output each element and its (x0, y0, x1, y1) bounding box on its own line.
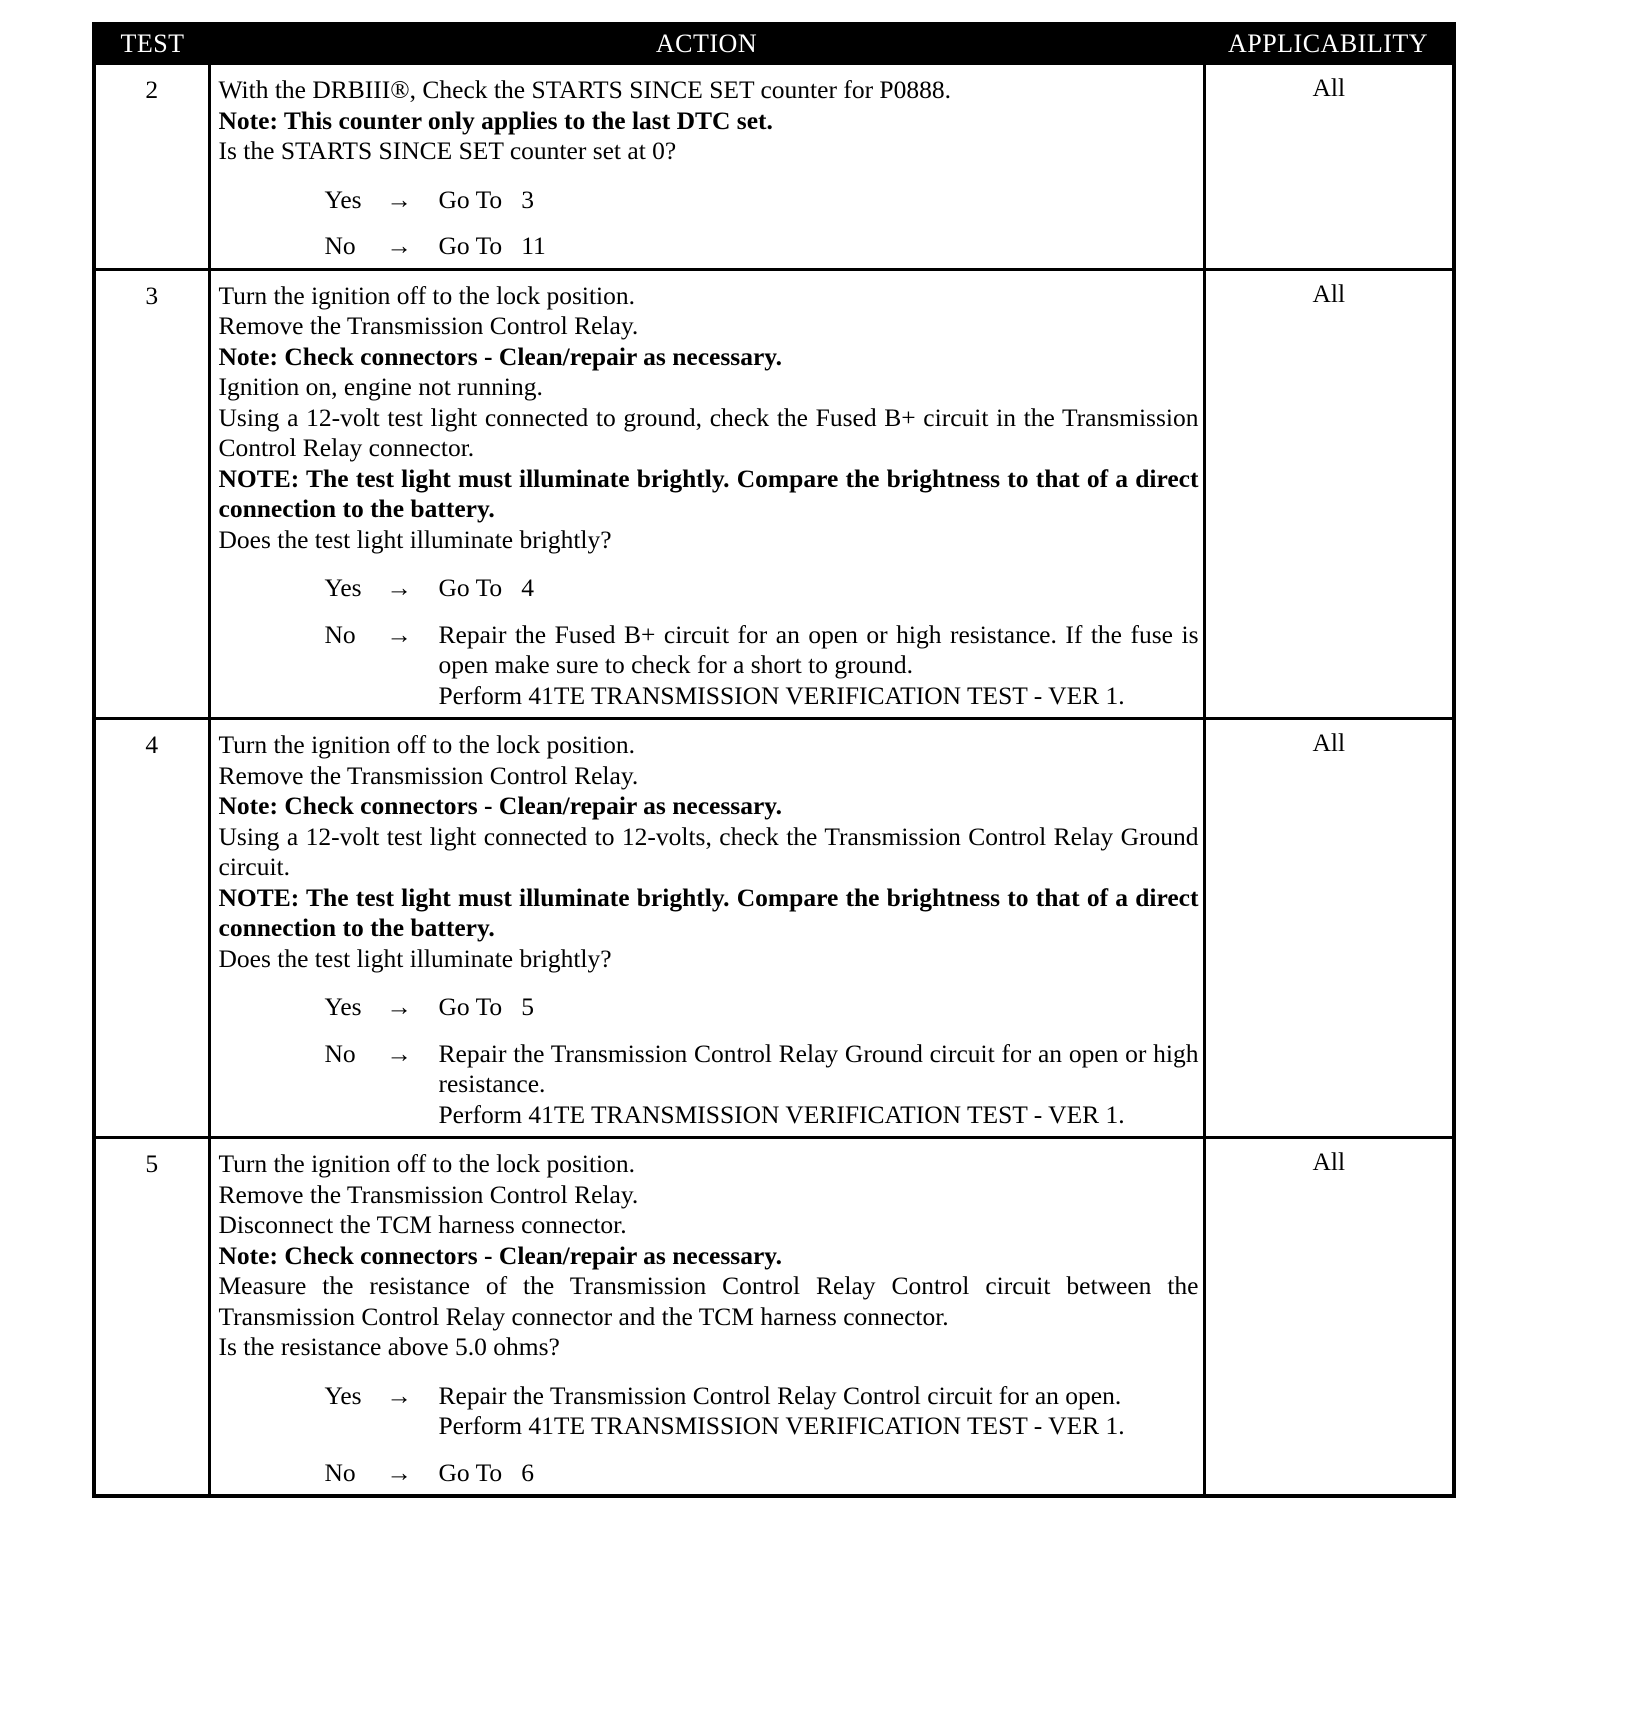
repair-instruction: Repair the Fused B+ circuit for an open or high resistance. If the fuse is open make sure to check for a short to ground. (438, 619, 1199, 679)
repair-instruction: Perform 41TE TRANSMISSION VERIFICATION TEST - VER 1. (438, 680, 1125, 710)
action-step: Remove the Transmission Control Relay. (218, 311, 639, 340)
test-number: 2 (94, 64, 209, 270)
goto-step: Go To 6 (438, 1457, 535, 1487)
action-step: Using a 12-volt test light connected to 12-volts, check the Transmission Control Relay Ground circuit. (218, 821, 1199, 881)
action-step: Remove the Transmission Control Relay. (218, 1179, 639, 1209)
applicability-cell: All (1204, 719, 1454, 1138)
header-row (94, 24, 1454, 64)
branch-yes (219, 992, 1199, 1023)
arrow-right-icon: → (386, 1380, 412, 1410)
applicability-cell: All (1204, 1138, 1454, 1497)
branch-result (439, 1381, 1199, 1442)
branch-no (219, 231, 1199, 262)
action-step: Using a 12-volt test light connected to ground, check the Fused B+ circuit in the Transmission Control Relay connector. (218, 402, 1199, 462)
action-note: Note: This counter only applies to the last DTC set. (218, 105, 773, 135)
arrow-right-icon: → (386, 619, 412, 649)
branch-no (219, 1458, 1199, 1489)
repair-instruction: Perform 41TE TRANSMISSION VERIFICATION TEST - VER 1. (438, 1099, 1125, 1129)
branch-yes (219, 185, 1199, 216)
branch-result (439, 1458, 1199, 1489)
branch-answer: No (324, 1038, 356, 1068)
action-note: NOTE: The test light must illuminate brightly. Compare the brightness to that of a direct connection to the battery. (218, 463, 1199, 523)
branch-answer: No (324, 231, 356, 260)
goto-step: Go To 3 (438, 184, 535, 214)
goto-step: Go To 5 (438, 992, 535, 1021)
goto-step: Go To 4 (438, 573, 535, 602)
test-number: 4 (94, 719, 209, 1138)
branch-answer: Yes (324, 992, 362, 1021)
branch-answer: No (324, 1457, 356, 1487)
branch-no (219, 620, 1199, 712)
table-row (94, 719, 1454, 1138)
action-step: Disconnect the TCM harness connector. (218, 1210, 627, 1239)
arrow-right-icon: → (386, 573, 412, 602)
branch-result (439, 1039, 1199, 1131)
action-cell (209, 719, 1204, 1138)
branch-result (439, 185, 1199, 216)
applicability-cell: All (1204, 269, 1454, 719)
branch-yes (219, 573, 1199, 604)
arrow-right-icon: → (386, 231, 412, 260)
action-step: Is the STARTS SINCE SET counter set at 0? (218, 136, 677, 165)
branch-yes (219, 1381, 1199, 1442)
action-cell (209, 1138, 1204, 1497)
action-note: Note: Check connectors - Clean/repair as necessary. (218, 341, 783, 371)
arrow-right-icon: → (386, 1038, 412, 1068)
branch-answer: Yes (324, 1380, 362, 1410)
action-step: Ignition on, engine not running. (218, 372, 543, 401)
repair-instruction: Repair the Transmission Control Relay Control circuit for an open. (438, 1380, 1122, 1410)
action-step: Does the test light illuminate brightly? (218, 943, 612, 973)
branch-result (439, 620, 1199, 712)
branch-result (439, 992, 1199, 1023)
branch-result (439, 573, 1199, 604)
table-row (94, 1138, 1454, 1497)
table-row (94, 269, 1454, 719)
action-step: Is the resistance above 5.0 ohms? (218, 1332, 560, 1361)
header-applicability: APPLICABILITY (1204, 24, 1454, 64)
action-step: Remove the Transmission Control Relay. (218, 760, 639, 790)
arrow-right-icon: → (386, 992, 412, 1021)
action-step: Measure the resistance of the Transmission Control Relay Control circuit between the Transmission Control Relay connector and the TCM harness connector. (218, 1271, 1199, 1331)
action-step: Turn the ignition off to the lock position. (218, 1149, 636, 1178)
header-action: ACTION (209, 24, 1204, 64)
test-number: 3 (94, 269, 209, 719)
table-row (94, 64, 1454, 270)
action-step: With the DRBIII®, Check the STARTS SINCE SET counter for P0888. (218, 75, 951, 104)
action-note: NOTE: The test light must illuminate brightly. Compare the brightness to that of a direct connection to the battery. (218, 882, 1199, 942)
action-step: Turn the ignition off to the lock position. (218, 280, 636, 310)
applicability-cell: All (1204, 64, 1454, 270)
diagnostic-test-table (92, 22, 1456, 1498)
action-step: Turn the ignition off to the lock position. (218, 730, 636, 759)
branch-result (439, 231, 1199, 262)
action-note: Note: Check connectors - Clean/repair as necessary. (218, 791, 783, 820)
action-cell (209, 64, 1204, 270)
action-cell (209, 269, 1204, 719)
branch-answer: Yes (324, 184, 362, 214)
goto-step: Go To 11 (438, 231, 546, 260)
repair-instruction: Perform 41TE TRANSMISSION VERIFICATION TEST - VER 1. (438, 1411, 1125, 1440)
arrow-right-icon: → (386, 1457, 412, 1487)
branch-no (219, 1039, 1199, 1131)
branch-answer: Yes (324, 573, 362, 602)
table-body (94, 64, 1454, 1497)
header-test: TEST (94, 24, 209, 64)
branch-answer: No (324, 619, 356, 649)
test-number: 5 (94, 1138, 209, 1497)
action-note: Note: Check connectors - Clean/repair as necessary. (218, 1240, 783, 1270)
arrow-right-icon: → (386, 184, 412, 214)
action-step: Does the test light illuminate brightly? (218, 524, 612, 554)
repair-instruction: Repair the Transmission Control Relay Ground circuit for an open or high resistance. (438, 1038, 1199, 1098)
